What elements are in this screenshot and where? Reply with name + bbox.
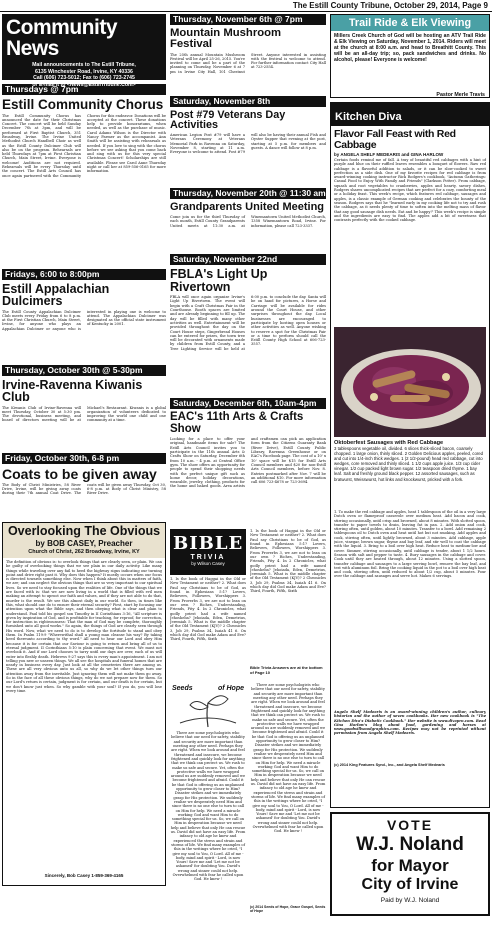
veterans-article: American Legion Post #79 will have a Veterans Ceremony at Veterans Memorial Park in Ravenna on Saturday, November 8, starting at 11 a.m. Everyone is welcome to attend. Post #79 will also be having their annual Fish and Oyster Supper that evening at the post, starting at 5 p.m. for members and guests. A dance will follow at 8 p.m. <box>170 133 326 155</box>
vote-ad <box>330 812 490 916</box>
kitchen-diva-label: Kitchen Diva <box>331 103 489 126</box>
event-date-bar: Saturday, November 8th <box>170 96 326 107</box>
grandparents-heading: Grandparents United Meeting <box>170 201 325 214</box>
dulcimer-heading: Estill Appalachian Dulcimers <box>2 281 110 308</box>
dulcimer-article: The Estill County Appalachian Dulcimer Club meets every Friday from 6 to 8 p.m. at the First Christian Church, Main Street, Irvine, for anyone who plays an Appalachian Dulcimer or anyone who is interested in playing one is welcome to attend. The Appalachian Dulcimer was designated as the official state instrument of Kentucky in 2001. <box>2 309 166 331</box>
kitchen-diva-title: Flavor Fall Feast with Red Cabbage <box>334 128 456 151</box>
kitchen-diva-article: Certain foods remind me of fall. A tray of beautiful red cabbages with a hint of purple and blue on their ruffled leaves resembles a bouquet of flowers. Raw red cabbage is a flavorful addition to salads, or it can be slow-cooked to sweet perfection as a side dish. One of my favorite recipes for red cabbage is from award-winning cooking instructor Rick Rodgers's cookbook, "Autumn Gatherings: Casual Food to Enjoy With Family and Friends" (Clarkson Potter). From cabbage, squash and root vegetables to cranberries, apples and hearty, savory dishes, Rodgers shares uncomplicated recipes that are perfect for a cozy, comforting meal or a holiday feast. This week's recipe, which features red cabbage, sausages and apples, is a classic example of German cooking and celebrates the bounty of the season. Rodgers says that he "learned early in my cooking life not to try and rush the cabbage, as it needs plenty of time to soften into the melting mass of flavor that any good sausage dish needs. Eat and be happy!" This week's recipe is simple and the ingredients are easy to find. The apples add a bit of sweetness that contrasts perfectly with the cooked cabbage. <box>334 158 486 223</box>
grandparents-article: Come join us for the third Thursday of each month, Estill County Grandparents United meets at 11:30 a.m. at Winemantown United Methodist Church, 1358 Winemantown Road, Irvine. For information, please call 723-3337. <box>170 215 326 228</box>
community-news-section <box>2 14 166 930</box>
eac-heading: EAC's 11th Arts & Crafts Show <box>170 411 304 435</box>
overlooking-article: The definition of obvious is: to overlook things that are clearly seen, or plain. We can be guilty of overlooking things that we see plain in our daily activity. Like many things while traveling over any fail to heed the highway signs indicating our turning point and drive right past it. Why does this happen? It mostly occurs when our focus is directed towards something else. Now when I think about this in matters of faith, we are; and can neglect the obvious things that are so very important to our spiritual lives. So we need to stay focused upon the realities of life. One of the things that we are faced with is: that we are now living in a world that is filled with evil men making an attempt to uproot our faith and values, and if they are not able to do that, murder is the result. We see this almost daily in our world. So then, in times like this, what should one do to ensure their eternal security? First, start by focusing our attention upon what the Bible says, and then obeying what is clear and plain to understand. Paul told his gospel son Timothy in II Corinthians 3:16, "All scripture is given by inspiration of God, and is profitable for teaching, for reproof, for correction, for instruction in righteousness: That the man of God may be complete, thoroughly furnished unto all good works." So again, the things of God are clearly seen through His word. Now, what we need to do is to develop the fortitude to stand and obey them. In Psalm 119:9 "Wherewithal shall a young man cleanse his way? By taking heed thereunto according to thy word." All need to hear our Lord and obey Him because it is for certain that our Saviour is going to return and bring all of us to eternal judgment. II Corinthians 5:10 is plain concerning that event. We must not overlook it. And if our Lord chooses to tarry until our days are over, each of us will enter into fleshly death. Hebrews 9:27 says this is every man's appointment. I am not telling you new or unseen things. We all see the hospitals and funeral homes that are nearly in business every day. Just look at all the cemeteries there are among us. These are all very obvious unto us all, so why do we let other things turn our attention away from the inevitable. Just ignoring them will not make them go away. So in the face of all these obvious things, why do we not prepare now for them. So our Lord's return is certain, judgment is for certain, and our death is for certain, but we don't know just when. So why gamble with your soul? If you do, you will lose every time. <box>6 560 162 693</box>
mushroom-article: The 25th annual Mountain Mushroom Festival will be April 25-26, 2015. You're invited to come and be a part of the planning on Thursday, November 6 at 7 pm in Irvine City Hall, 101 Chestnut Street. Anyone interested in assisting with the festival is welcome to attend. For further information contact City Hall at 723-2554. <box>170 52 326 74</box>
kitchen-diva-box <box>330 102 490 808</box>
kiwanis-article: The Kiwanis Club of Irvine-Ravenna will meet Thursday, October 30 at 5:30 pm. The devotional, business meeting, and board of directors meeting will be at Michael's Restaurant. Kiwanis is a global organization of volunteers dedicated to improving the world one child and one community at a time. <box>2 405 166 423</box>
seeds-article-b: There are some psychologists who believe that our need for safety, stability and security are more important than meeting any other need. Perhaps they are right. When we look around and feel threatened and insecure, we become frightened and quickly look for anything that we think can protect us. We rush to make us safe and secure. Yet, often the protective walls we have wrapped around us are suddenly removed and we become frightened and afraid. Could it be that God is offering us an unplanned opportunity to grow closer to Him? Disaster strikes and we immediately grasp for His protection. We suddenly realize we desperately need Him and since there is no one else to turn to call on Him for help. We need a miracle working God and want Him to do something special for us. So, we call on Him in desperation because we need help and believe that only He can rescue us. David did not have an easy life. From infancy to old age he knew and experienced the stress and strain and storms of life. We find many examples of this in the writings where he cried, "I give my soul to You, O Lord. All of me - body, mind and spirit - Lord, is now Yours! Save me and 'Let me not be ashamed' for doubting You. David's wrong and sinner could not help. Overwhelmed with fear he called upon God. He knew ! <box>250 683 326 834</box>
sausage-cabbage-photo <box>334 327 486 437</box>
right-section <box>330 14 490 930</box>
seeds-article-a: There are some psychologists who believe that our need for safety, stability and security are more important than meeting any other need. Perhaps they are right. When we look around and feel threatened and insecure, we become frightened and quickly look for anything that we think can protect us. We rush to make us safe and secure. Yet, often the protective walls we have wrapped around us are suddenly removed and we become frightened and afraid. Could it be that God is offering us an unplanned opportunity to grow closer to Him? Disaster strikes and we immediately grasp for His protection. We suddenly realize we desperately need Him and since there is no one else to turn to call on Him for help. We need a miracle working God and want Him to do something special for us. So, we call on Him in desperation because we need help and believe that only He can rescue us. David did not have an easy life. From infancy to old age he knew and experienced the stress and strain and storms of life. We find many examples of this in the writings where he cried, "I give my soul to You, O Lord. All of me - body, mind and spirit - Lord, is now Yours! Save me and 'Let me not be ashamed' for doubting You. David's wrong and sinner could not help. Overwhelmed with fear he called upon God. He knew ! <box>170 731 246 882</box>
event-date-bar: Thursday, November 20th @ 11:30 am <box>170 188 326 199</box>
trail-ride-heading: Trail Ride & Elk Viewing <box>331 15 489 31</box>
seeds-of-hope-logo: Seeds of Hope <box>170 683 246 729</box>
bible-trivia-block <box>170 529 326 679</box>
community-news-banner <box>2 14 166 88</box>
event-date-bar: Friday, October 30th, 6-8 pm <box>2 453 166 464</box>
community-news-title: Community News <box>6 16 117 60</box>
event-date-bar: Thursday, October 30th @ 5-30pm <box>2 365 166 376</box>
vote-paid-by: Paid by W.J. Noland <box>380 897 440 904</box>
overlooking-signature: Sincerely, Bob Casey 1-859-369-4165 <box>44 873 124 878</box>
overlooking-church: Church of Christ, 262 Broadway, Irvine, KY <box>28 549 140 555</box>
bible-logo-word: BIBLE <box>173 533 244 555</box>
kiwanis-heading: Irvine-Ravenna Kiwanis Club <box>2 377 143 404</box>
vote-candidate: W.J. Noland <box>356 834 464 855</box>
trivia-questions-a: 1. Is the book of Haggai in the Old or New Testament or neither? 2. What does Paul say Christians to be of God, as found in Ephesians 5:1? Lovers, Believers, Followers, Worshippers 3. From Proverbs 3, we are not to lean on our own ? Riches, Understanding, Friends, Pity 4. In 2 Chronicles, what godly priest had a wife named Jehosheba? Jehoiada, Eden, Demetrius, Jeremiah 5. What is the middle chapter of the Old Testament (KJV)? 2 Chronicles 3, Job 29, Psalms 34, Isaiah 41 6. On which day did God make Adam and Eve? Third, Fourth, Fifth, Sixth <box>170 577 246 642</box>
overlooking-author: by BOB CASEY, Preacher <box>35 539 133 548</box>
trail-ride-signature: Pastor Merle Travis <box>436 91 485 98</box>
bible-trivia-logo: BIBLE TRIVIA by Wilson Casey <box>170 529 246 575</box>
vote-word: VOTE <box>386 817 434 833</box>
eac-article: Looking for a place to offer your original, handmade items for sale? The Estill Arts Council invites you to participate in the 11th annual Arts & Crafts Show on Saturday, December 6th from 10 a.m. - 4 p.m. at Central Office gym. The show offers an opportunity for people to spend their shopping needs with the perfect unique gift such as home decor, holiday decorations, wearable, jewelry, clothing, products for the home and baked goods. Area artists and craftsmen can pick an application form from the Citizens Guaranty Bank (River Drive), Estill County Public Library, Ravenna Greenhouse or on EAC's Facebook page. The cost of a 10' x 10' space will be $15 for Estill Arts Council members and $20 for non-Estill Arts Council members, before Nov. 8. Entries postmarked after Nov. 7 will be an additional $10. For more information call 606 723-4678 or 723-3694. <box>170 437 326 489</box>
seeds-of-hope-block <box>170 683 326 915</box>
event-date-bar: Thursday, November 6th @ 7pm <box>170 14 326 25</box>
veterans-heading: Post #79 Veterans Day Activities <box>170 108 286 132</box>
event-date-bar: Saturday, December 6th, 10am-4pm <box>170 398 326 409</box>
seeds-footer: (c) 2014 Seeds of Hope, Grace Gospel, Seeds of Hope <box>250 905 326 914</box>
overlooking-header <box>3 523 165 559</box>
mushroom-heading: Mountain Mushroom Festival <box>170 27 282 51</box>
trivia-answers-note: Bible Trivia Answers are at the bottom of Page 10 <box>250 665 323 676</box>
chorus-article: The Estill Community Chorus has announced the date for their Christmas Concert. The concert will be held Sunday December 7th at 3pm, and will be performed at First Baptist Church, 351 Broadway, Irvine. The Irvine United Methodist Church Handbell Choir as well as the Estill County Dulcimer Club will also be on the program. Rehearsals are held Thursdays at 7pm at First Christian Church, Main Street, Irvine. Everyone is welcome! Auditions are not required. Rehearsals will be every Thursday until the concert. The Estill Arts Council has once again partnered with the Community Chorus for this endeavor. Donations will be accepted at the concert. These donations help to provide honorariums, when needed, as well as the purchase of music. Carol Adams Wilson is the Director with Nancy Farmer as the accompanist. Ann Smith will be assisting with rehearsals as needed. If you love to sing with the chorus before we see asking that you come back and sing with us for this very special Christmas Concert! Scholarships are still available. Please see Carol Anne Thursday night or call her at 859-556-0165 for more information. <box>2 113 166 178</box>
trail-ride-text: Millers Creek Church of God will be hosting an ATV Trail Ride & Elk Viewing on Saturday, November 1, 2014. Riders will meet at the church at 8:00 a.m. and head to Breathitt County. This will be an all-day trip; so, pack sandwiches and drinks. No alcohol, please! Everyone is welcome! <box>334 32 486 64</box>
fbla-article: FBLA will once again organize Irvine's Light Up Rivertown. The event will begin with a Craft Christmas Fair in the Courthouse. Booth spaces are limited and are already beginning to fill up. The day will be filled with many other activities as well. Entertainment will be provided throughout the day on the Court House steps, Gingerbread Houses can be entered for prizes, the town tree will be decorated with ornaments made by children from Estill County, and a Tree Lighting Service will be held at 6:00 p.m. to conclude the day. Santa will be on hand for pictures, a Horse and Carriage will be available for rides around the Court House, and other surprises throughout the day. Local businesses are encouraged to participate by hosting open houses or other activities as well. Anyone wishing to reserve a spot for the Christmas Fair or a time to perform should call the Estill County High School at 606-723-3557. <box>170 295 326 351</box>
trivia-questions-b: 1. Is the book of Haggai in the Old or New Testament or neither? 2. What does Paul say Christians to be of God, as found in Ephesians 5:1? Lovers, Believers, Followers, Worshippers 3. From Proverbs 3, we are not to lean on our own ? Riches, Understanding, Friends, Pity 4. In 2 Chronicles, what godly priest had a wife named Jehosheba? Jehoiada, Eden, Demetrius, Jeremiah 5. What is the middle chapter of the Old Testament (KJV)? 2 Chronicles 3, Job 29, Psalms 34, Isaiah 41 6. On which day did God make Adam and Eve? Third, Fourth, Fifth, Sixth <box>250 529 326 594</box>
overlooking-title: Overlooking The Obvious <box>7 523 161 538</box>
coats-heading: Coats to be given away <box>2 465 157 482</box>
submission-info: Mail announcements to The Estill Tribune, 6135 Winchester Road, Irvine, KY 40336 Call (606) 723-5012; Fax to (606) 723-2745 or E-mail it to <News@EstillTribune.Com> <box>32 62 136 88</box>
recipe-title: Oktoberfest Sausages with Red Cabbage <box>334 440 444 446</box>
event-date-bar: Thursdays @ 7pm <box>2 84 166 95</box>
trail-ride-box <box>330 14 490 98</box>
overlooking-box <box>2 522 166 886</box>
coats-article: The Body of Christ Ministries, 58 River Drive, Irvine, will be giving away coats during their 7th annual Coat Drive. The coats will be given away Thursday, Oct 30, 6-8 p.m. at Body of Christ Ministry, 58 River Drive. <box>2 482 166 496</box>
recipe-ingredients: 3 tablespoons vegetable oil, divided. 6 slices thick-sliced bacon, coarsely chopped. 1 large onion, thinly sliced. 2 Golden Delicious apples, peeled, cored and cut into 1/4-inch thick wedges. 1 (2 1/2-pound) head red cabbage, cut into wedges, core removed and thinly sliced. 1 1/2 cups apple juice. 1/3 cup cider vinegar. 1/2 cup packed light brown sugar. 1/2 teaspoon dried thyme. 1 bay leaf. Salt and freshly ground black pepper. 12 assorted sausages, such as bratwurst, Weisswurst, hot links and knockwurst, pricked with a fork. <box>334 446 484 482</box>
vote-office: for Mayor <box>371 856 449 875</box>
kitchen-diva-copyright: (c) 2014 King Features Synd., Inc., and Angela Shelf Medearis <box>334 763 445 767</box>
event-date-bar: Saturday, November 22nd <box>170 254 326 265</box>
events-section <box>170 14 326 930</box>
recipe-directions: 1. To make the red cabbage and apples, heat 1 tablespoon of the oil in a very large Dutch oven or flameproof casserole over medium heat. Add bacon and cook, stirring occasionally, until crisp and browned, about 8 minutes. With slotted spoon, transfer to paper towels to drain, leaving fat in pan. 2. Add onion and cook, stirring often, until golden, about 10 minutes. Transfer to a bowl. Add remaining 2 tablespoons oil to Dutch oven and heat until hot but not smoking. Add apples and cook, stirring often, until lightly browned, about 3 minutes. Add cabbage, apple juice, vinegar, brown sugar, thyme and bay leaf, and stir well to coat the cabbage with the liquid. 3. Bring to a boil over high heat. Reduce heat to medium-low and cover. Simmer, stirring occasionally, until cabbage is tender, about 1 1/2 hours. Season with salt and pepper to taste. 4. Bury sausages in the cabbage and cover. Cook until they are heated through, about 12 minutes. Using a slotted spoon, transfer cabbage and sausages to a large serving bowl, remove the bay leaf, and test with aluminum foil. Bring the cooking liquid in the pot to a boil over high heat and cook, stirring often, until reduced to about 1/2 cup, about 5 minutes. Pour over the cabbage and sausages and serve hot. Makes 6 servings. <box>334 510 486 579</box>
kitchen-diva-bio: Angela Shelf Medearis is an award-winning children's author, culinary historian and the author of seven cookbooks. Her new cookbook is "The Kitchen Diva's Diabetic Cookbook." Her website is www.divapro.com. Read Gina Harlow's blog about food, gardening and horses at www.goodwillwoodgraphics.com. Recipes may not be reprinted without permission from Angela Shelf Medearis. <box>334 710 486 736</box>
kitchen-diva-byline: by ANGELA SHELF MEDEARIS and GINA HARLOW <box>334 152 444 157</box>
fbla-heading: FBLA's Light Up Rivertown <box>170 267 268 294</box>
masthead: The Estill County Tribune, October 29, 2014, Page 9 <box>0 0 492 12</box>
vote-city: City of Irvine <box>361 876 459 893</box>
event-date-bar: Fridays, 6:00 to 8:00pm <box>2 269 166 280</box>
food-photo-illustration <box>334 327 486 437</box>
chorus-heading: Estill Community Chorus <box>2 97 164 112</box>
